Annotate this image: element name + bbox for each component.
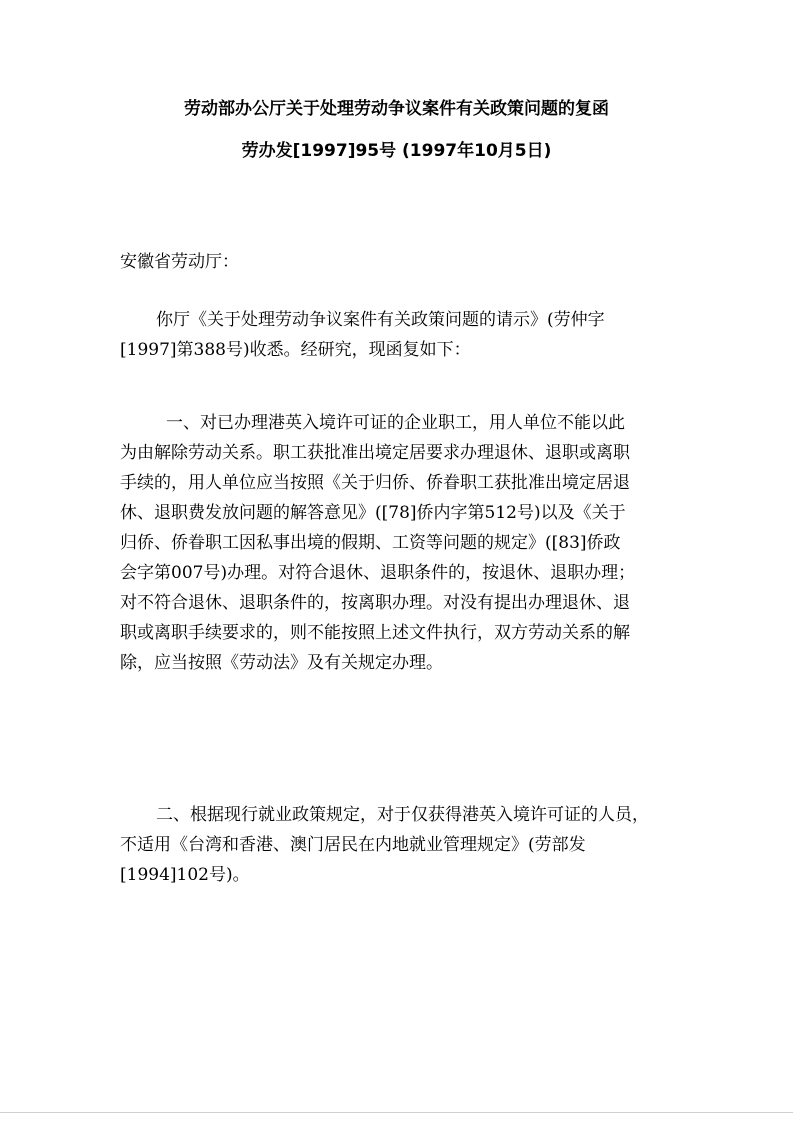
- page-bottom-divider: [0, 1112, 793, 1113]
- paragraph-line: 不适用《台湾和香港、澳门居民在内地就业管理规定》(劳部发: [120, 835, 586, 855]
- paragraph-item-1: [120, 408, 676, 678]
- paragraph-item-2: [120, 800, 676, 890]
- paragraph-line: 一、对已办理港英入境许可证的企业职工，用人单位不能以此: [166, 413, 625, 433]
- paragraph-line: 职或离职手续要求的，则不能按照上述文件执行，双方劳动关系的解: [120, 623, 630, 643]
- document-title: 劳动部办公厅关于处理劳动争议案件有关政策问题的复函: [184, 99, 609, 119]
- salutation: 安徽省劳动厅：: [120, 252, 239, 272]
- document-reference: 劳办发[1997]95号 (1997年10月5日): [241, 141, 552, 161]
- paragraph-line: 为由解除劳动关系。职工获批准出境定居要求办理退休、退职或离职: [120, 443, 630, 463]
- paragraph-line: 对不符合退休、退职条件的，按离职办理。对没有提出办理退休、退: [120, 593, 630, 613]
- paragraph-line: 手续的，用人单位应当按照《关于归侨、侨眷职工获批准出境定居退: [120, 473, 630, 493]
- paragraph-line: 休、退职费发放问题的解答意见》([78]侨内字第512号)以及《关于: [120, 503, 626, 523]
- paragraph-line: 二、根据现行就业政策规定，对于仅获得港英入境许可证的人员，: [156, 805, 649, 825]
- paragraph-intro: [120, 305, 676, 365]
- paragraph-line: 除，应当按照《劳动法》及有关规定办理。: [120, 653, 443, 673]
- paragraph-line: [1994]102号)。: [120, 865, 250, 885]
- paragraph-line: 归侨、侨眷职工因私事出境的假期、工资等问题的规定》([83]侨政: [120, 533, 621, 553]
- paragraph-line: [1997]第388号)收悉。经研究，现函复如下：: [120, 340, 471, 360]
- paragraph-line: 你厅《关于处理劳动争议案件有关政策问题的请示》(劳仲字: [156, 310, 605, 330]
- paragraph-line: 会字第007号)办理。对符合退休、退职条件的，按退休、退职办理；: [120, 563, 636, 583]
